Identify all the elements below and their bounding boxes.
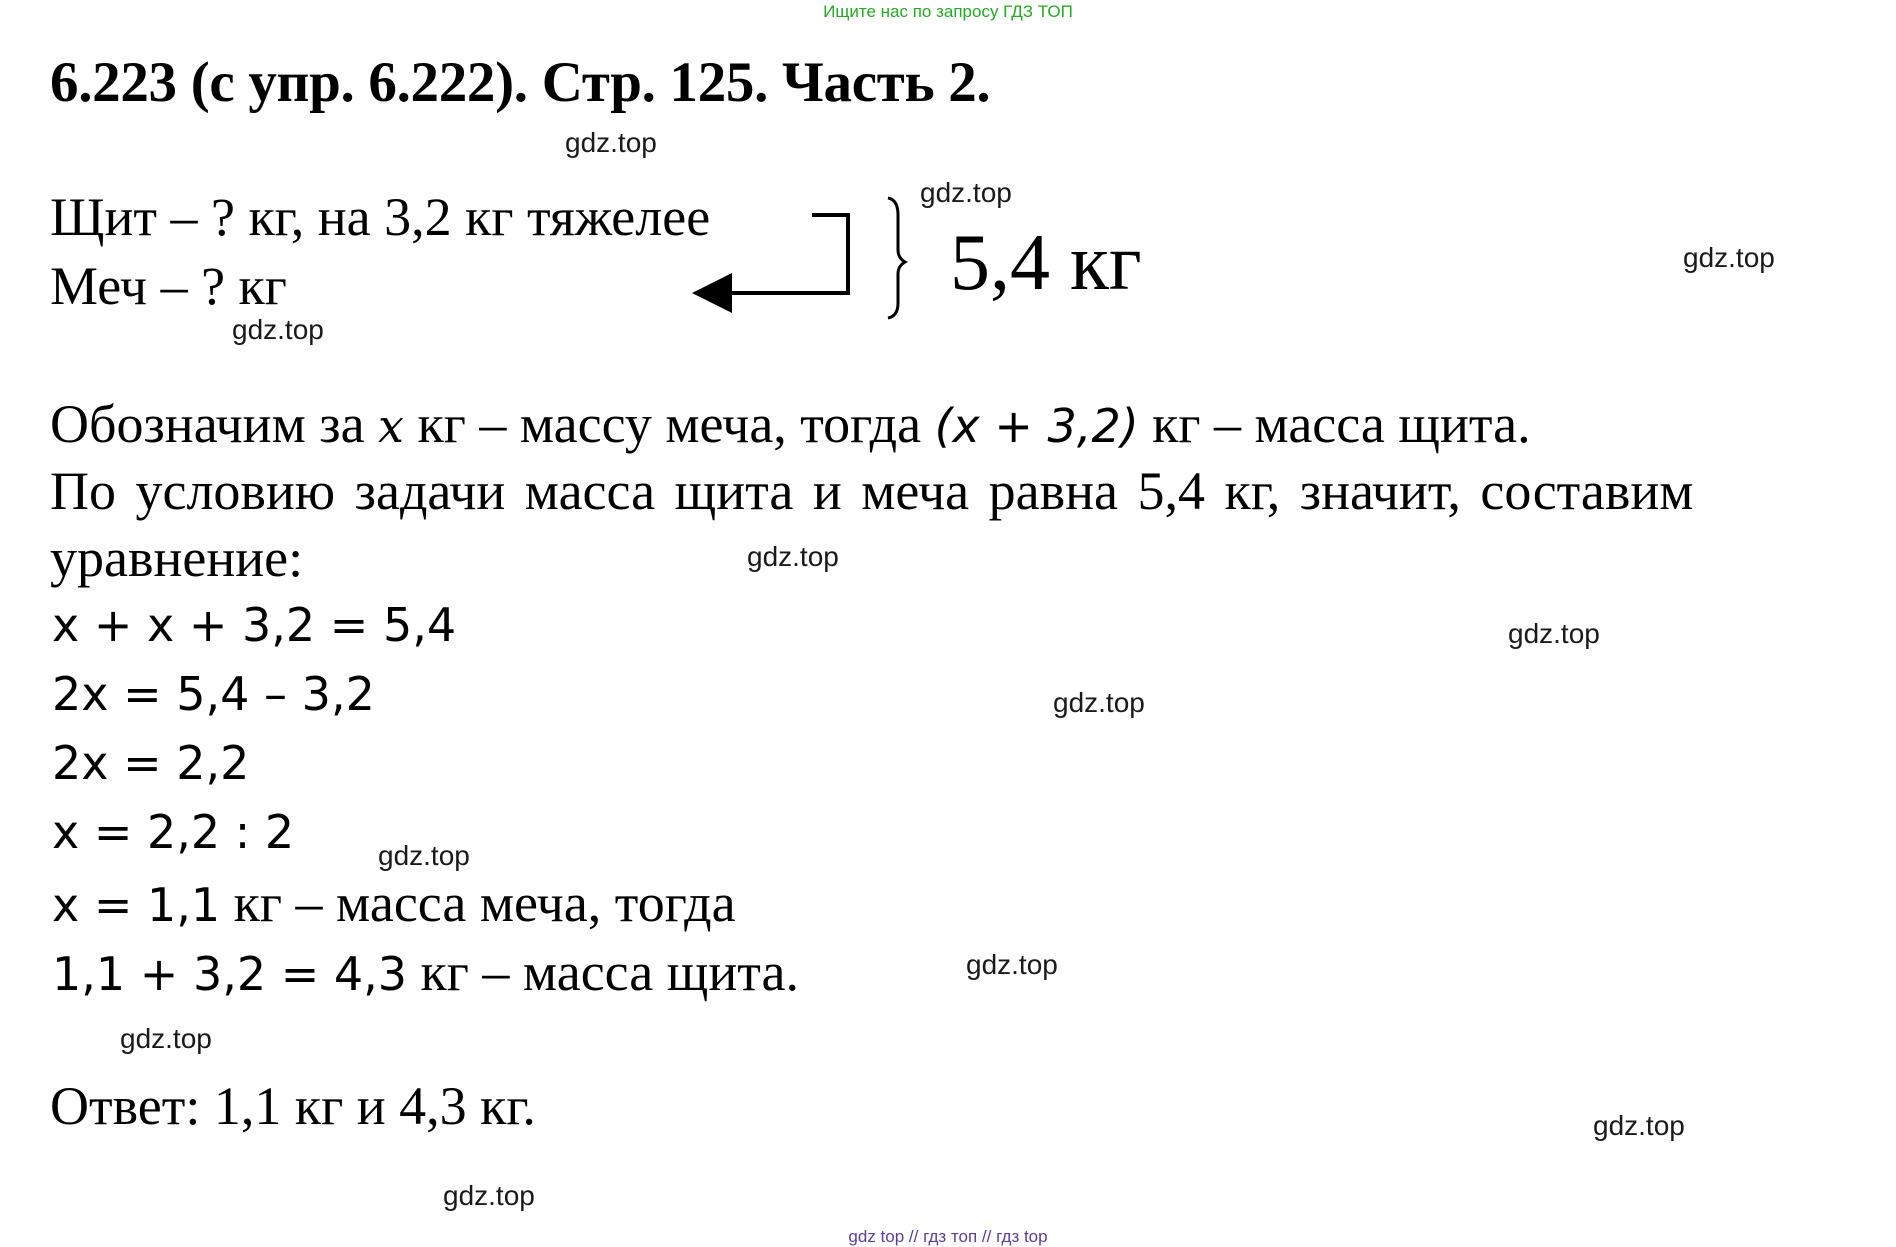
condition-sword: Меч – ? кг (50, 256, 287, 316)
text-part: Обозначим за (50, 394, 379, 454)
watermark: gdz.top (920, 177, 1012, 208)
watermark: gdz.top (443, 1180, 535, 1211)
equation-5-text: кг – масса меча, тогда (220, 873, 736, 933)
explanation-line-1 (50, 393, 1531, 455)
watermark: gdz.top (966, 949, 1058, 980)
brace (888, 198, 905, 318)
text-part: кг – масса щита. (1138, 394, 1531, 454)
arrow-line (700, 215, 848, 293)
condition-total: 5,4 кг (950, 219, 1142, 307)
answer: Ответ: 1,1 кг и 4,3 кг. (50, 1076, 536, 1136)
explanation-line-2: По условию задачи масса щита и меча равна 5,4 кг, значит, составим (50, 461, 1694, 521)
var-x: x (378, 399, 404, 453)
watermark: gdz.top (378, 840, 470, 871)
watermark: gdz.top (747, 541, 839, 572)
watermark: gdz.top (1053, 687, 1145, 718)
equation-5-math: x = 1,1 (52, 878, 221, 932)
explanation-line-3: уравнение: (50, 528, 304, 588)
equation-6-math: 1,1 + 3,2 = 4,3 (52, 947, 408, 1001)
watermark: gdz.top (120, 1023, 212, 1054)
text-part: кг – массу меча, тогда (404, 394, 935, 454)
equation-5 (52, 872, 736, 934)
watermark: gdz.top (1593, 1110, 1685, 1141)
condition-shield: Щит – ? кг, на 3,2 кг тяжелее (50, 187, 711, 247)
equation-1: x + x + 3,2 = 5,4 (52, 598, 457, 652)
equation-6 (52, 941, 799, 1003)
page-title: 6.223 (с упр. 6.222). Стр. 125. Часть 2. (50, 51, 991, 114)
equation-3: 2x = 2,2 (52, 736, 250, 790)
equation-4: x = 2,2 : 2 (52, 805, 295, 859)
equation-2: 2x = 5,4 – 3,2 (52, 667, 375, 721)
equation-6-text: кг – масса щита. (407, 942, 799, 1002)
footer: gdz top // гдз топ // гдз top (848, 1227, 1048, 1246)
watermark: gdz.top (1683, 242, 1775, 273)
expression: (x + 3,2) (934, 399, 1139, 453)
top-note: Ищите нас по запросу ГДЗ ТОП (823, 2, 1073, 21)
watermark: gdz.top (1508, 618, 1600, 649)
watermark: gdz.top (565, 127, 657, 158)
watermark: gdz.top (232, 314, 324, 345)
